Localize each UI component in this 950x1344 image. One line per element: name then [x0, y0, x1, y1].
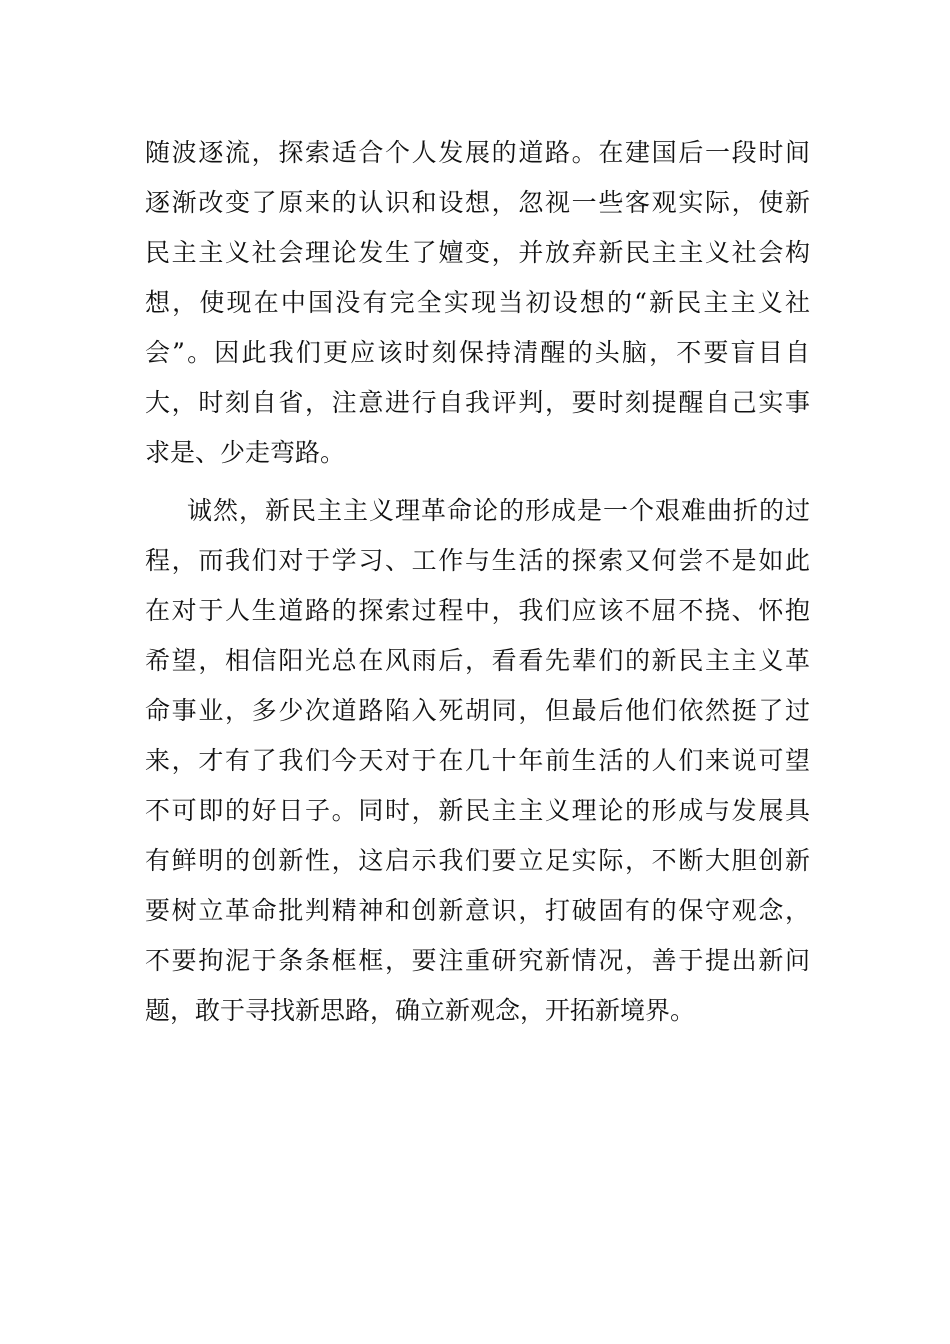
paragraph-line: 民主主义社会理论发生了嬗变，并放弃新民主主义社会构 — [145, 238, 810, 267]
paragraph-line: 来，才有了我们今天对于在几十年前生活的人们来说可望 — [145, 746, 810, 775]
paragraph-line: 题，敢于寻找新思路，确立新观念，开拓新境界。 — [145, 996, 696, 1025]
paragraph-line: 求是、少走弯路。 — [145, 438, 346, 467]
paragraph-line: 有鲜明的创新性，这启示我们要立足实际，不断大胆创新 — [145, 846, 810, 875]
paragraph-line: 不可即的好日子。同时，新民主主义理论的形成与发展具 — [145, 796, 810, 825]
paragraph-line: 不要拘泥于条条框框，要注重研究新情况，善于提出新问 — [145, 946, 810, 975]
paragraph-line: 随波逐流，探索适合个人发展的道路。在建国后一段时间 — [145, 138, 810, 167]
paragraph-1 — [145, 128, 810, 478]
paragraph-line: 在对于人生道路的探索过程中，我们应该不屈不挠、怀抱 — [145, 596, 810, 625]
paragraph-2 — [145, 486, 810, 1036]
paragraph-line: 想，使现在中国没有完全实现当初设想的“新民主主义社 — [145, 288, 810, 317]
paragraph-line: 诚然，新民主主义理革命论的形成是一个艰难曲折的过 — [187, 496, 810, 525]
paragraph-line: 大，时刻自省，注意进行自我评判，要时刻提醒自己实事 — [145, 388, 810, 417]
paragraph-line: 希望，相信阳光总在风雨后，看看先辈们的新民主主义革 — [145, 646, 810, 675]
paragraph-line: 会”。因此我们更应该时刻保持清醒的头脑，不要盲目自 — [145, 338, 810, 367]
paragraph-line: 命事业，多少次道路陷入死胡同，但最后他们依然挺了过 — [145, 696, 810, 725]
paragraph-line: 要树立革命批判精神和创新意识，打破固有的保守观念， — [145, 896, 810, 925]
paragraph-line: 程，而我们对于学习、工作与生活的探索又何尝不是如此 — [145, 546, 810, 575]
paragraph-line: 逐渐改变了原来的认识和设想，忽视一些客观实际，使新 — [145, 188, 810, 217]
